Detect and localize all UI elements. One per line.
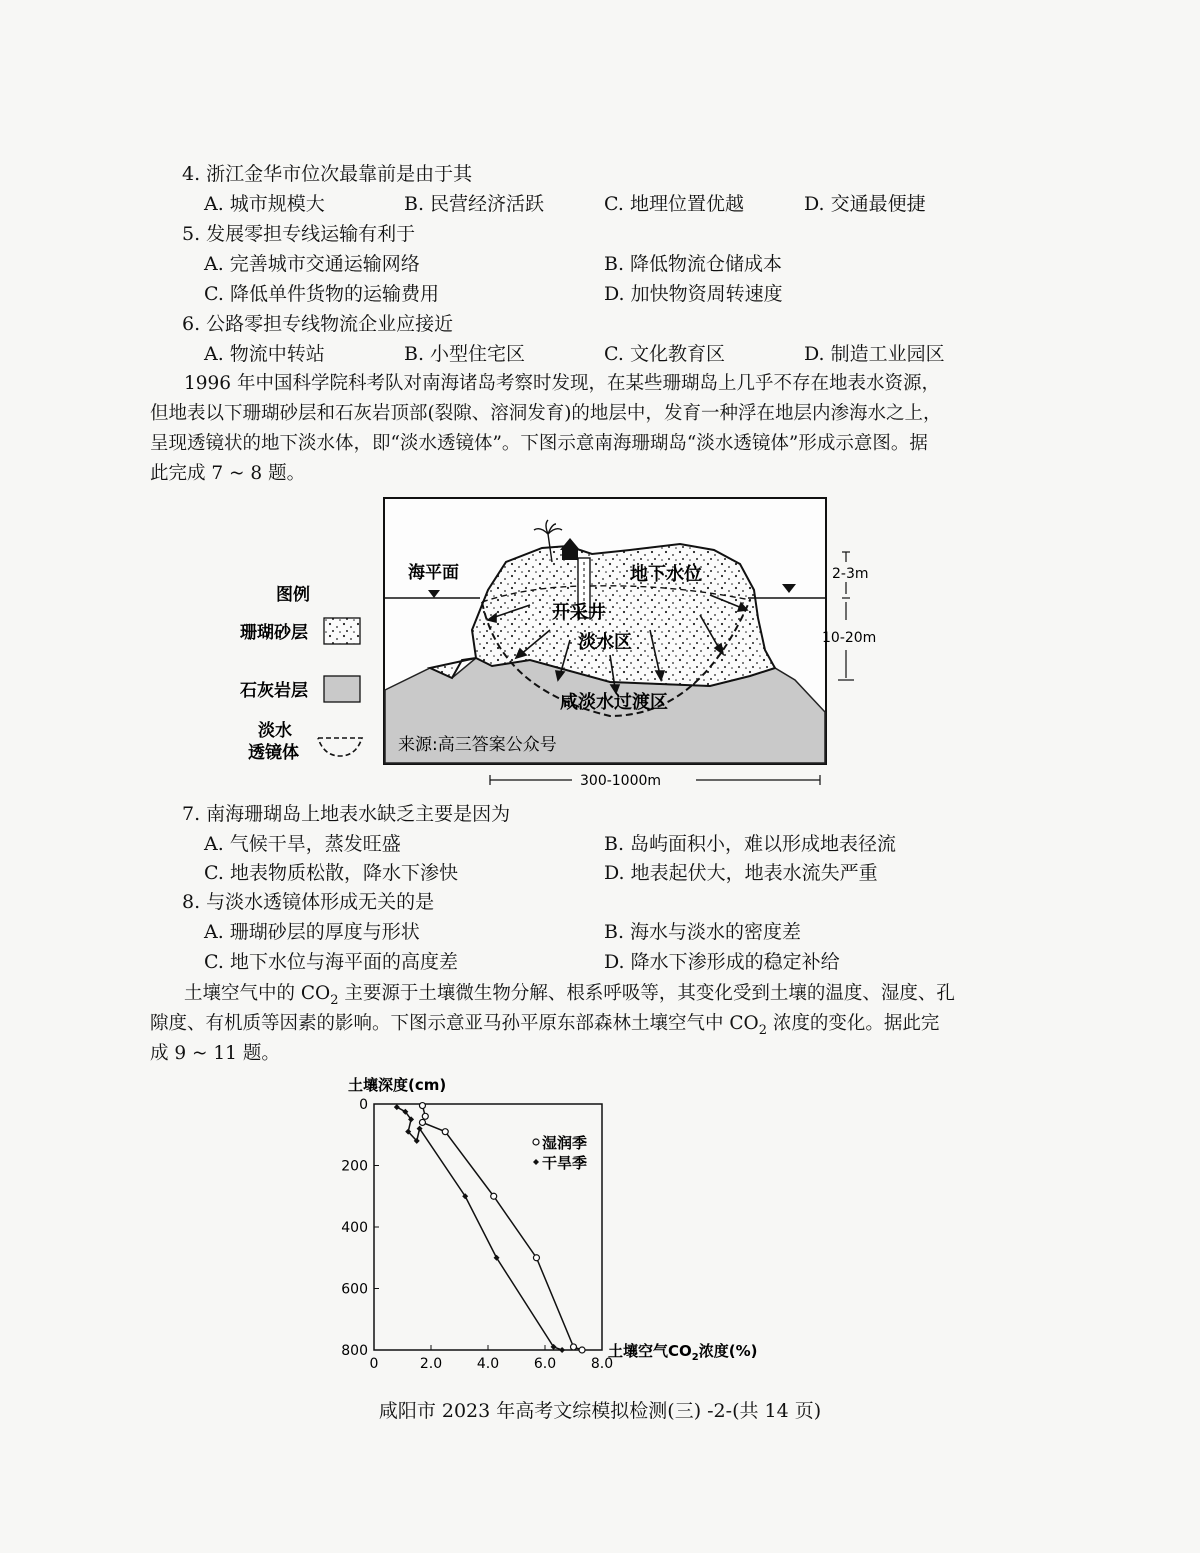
legend-limestone-label: 石灰岩层 [240,681,308,701]
legend-marker-wet [533,1139,539,1145]
q7-option-c: C. 地表物质松散，降水下渗快 [204,862,458,884]
legend-sand-label: 珊瑚砂层 [240,623,308,643]
q7-option-b: B. 岛屿面积小，难以形成地表径流 [604,833,897,855]
water-table-label: 地下水位 [630,564,702,585]
soil-co2-chart [330,1070,790,1380]
passage2-line1: 土壤空气中的 $CO_2$ 主要源于土壤微生物分解、根系呼吸等，其变化受到土壤的温度、湿度、孔 [184,983,955,1008]
data-point-wet-season [419,1119,425,1125]
q4-option-a: A. 城市规模大 [204,193,325,215]
data-point-wet-season [579,1347,585,1353]
q5-option-b: B. 降低物流仓储成本 [604,253,783,275]
passage1-line3: 呈现透镜状的地下淡水体，即“淡水透镜体”。下图示意南海珊瑚岛“淡水透镜体”形成示意图。据 [150,433,928,454]
passage1-line1: 1996 年中国科学院科考队对南海诸岛考察时发现，在某些珊瑚岛上几乎不存在地表水资源， [184,373,940,394]
x-tick-label: 6.0 [533,1356,557,1372]
q8-option-a: A. 珊瑚砂层的厚度与形状 [204,921,420,943]
y-tick-label: 200 [341,1158,368,1175]
y-tick-label: 600 [341,1281,368,1298]
q5-option-a: A. 完善城市交通运输网络 [204,253,420,275]
q7-stem: 7. 南海珊瑚岛上地表水缺乏主要是因为 [182,803,511,825]
data-point-dry-season [394,1104,400,1110]
legend-marker-dry [533,1159,539,1165]
q7-option-d: D. 地表起伏大，地表水流失严重 [604,862,878,884]
legend-label-wet: 湿润季 [542,1134,588,1152]
q6-option-b: B. 小型住宅区 [404,343,526,365]
q8-option-c: C. 地下水位与海平面的高度差 [204,951,458,973]
q7-option-a: A. 气候干旱，蒸发旺盛 [204,833,401,855]
y-tick-label: 400 [341,1220,368,1236]
dimension-width-label: 300-1000m [580,773,662,789]
q6-option-d: D. 制造工业园区 [804,343,945,365]
y-tick-label: 800 [341,1343,368,1359]
data-point-wet-season [491,1193,497,1199]
dimension-mid-label: 10-20m [822,630,877,646]
well-label: 开采井 [552,602,606,623]
dimension-top-label: 2-3m [832,566,869,582]
legend-lens-swatch [318,738,362,756]
passage1-line2: 但地表以下珊瑚砂层和石灰岩顶部(裂隙、溶洞发育)的地层中，发育一种浮在地层内渗海水之上， [150,403,942,424]
q6-option-a: A. 物流中转站 [204,343,325,365]
fresh-zone-label: 淡水区 [578,632,632,653]
q6-option-c: C. 文化教育区 [604,343,725,365]
passage2-line2: 隙度、有机质等因素的影响。下图示意亚马孙平原东部森林土壤空气中 $CO_2$ 浓度的变化。据此完 [150,1013,940,1038]
data-point-wet-season [571,1344,577,1350]
x-tick-label: 8.0 [590,1356,614,1372]
passage1-line4: 此完成 7 ~ 8 题。 [150,463,306,484]
y-tick-label: 0 [359,1097,368,1113]
data-point-wet-season [422,1113,428,1119]
q4-option-c: C. 地理位置优越 [604,193,744,215]
q4-stem: 4. 浙江金华市位次最靠前是由于其 [182,163,473,185]
data-point-dry-season [559,1347,565,1353]
passage2-line3: 成 9 ~ 11 题。 [150,1043,280,1064]
x-tick-label: 4.0 [476,1356,500,1372]
data-point-wet-season [419,1103,425,1109]
legend-lens-label-2: 透镜体 [248,743,299,763]
page-footer: 咸阳市 2023 年高考文综模拟检测(三) -2-(共 14 页) [378,1400,822,1422]
source-note: 来源:高三答案公众号 [398,735,557,755]
transition-zone-label: 咸淡水过渡区 [560,692,668,713]
data-point-wet-season [533,1255,539,1261]
q4-option-d: D. 交通最便捷 [804,193,926,215]
legend-label-dry: 干旱季 [542,1154,588,1172]
q5-option-d: D. 加快物资周转速度 [604,283,783,305]
q5-stem: 5. 发展零担专线运输有利于 [182,223,416,245]
q4-option-b: B. 民营经济活跃 [404,193,545,215]
q8-stem: 8. 与淡水透镜体形成无关的是 [182,891,435,913]
q8-option-b: B. 海水与淡水的密度差 [604,921,802,943]
freshwater-lens-figure [230,490,930,800]
y-axis-label: 土壤深度(cm) [348,1076,447,1094]
legend-lens-label-1: 淡水 [258,721,292,741]
legend-title: 图例 [276,585,310,605]
sea-level-label: 海平面 [408,563,459,583]
data-point-wet-season [442,1129,448,1135]
x-axis-label: 土壤空气$CO_2$浓度(%) [608,1342,758,1363]
x-tick-label: 0 [369,1356,379,1372]
legend-limestone-swatch [324,676,360,702]
x-tick-label: 2.0 [419,1356,443,1372]
q5-option-c: C. 降低单件货物的运输费用 [204,283,439,305]
q8-option-d: D. 降水下渗形成的稳定补给 [604,951,840,973]
legend-sand-swatch [324,618,360,644]
q6-stem: 6. 公路零担专线物流企业应接近 [182,313,454,335]
